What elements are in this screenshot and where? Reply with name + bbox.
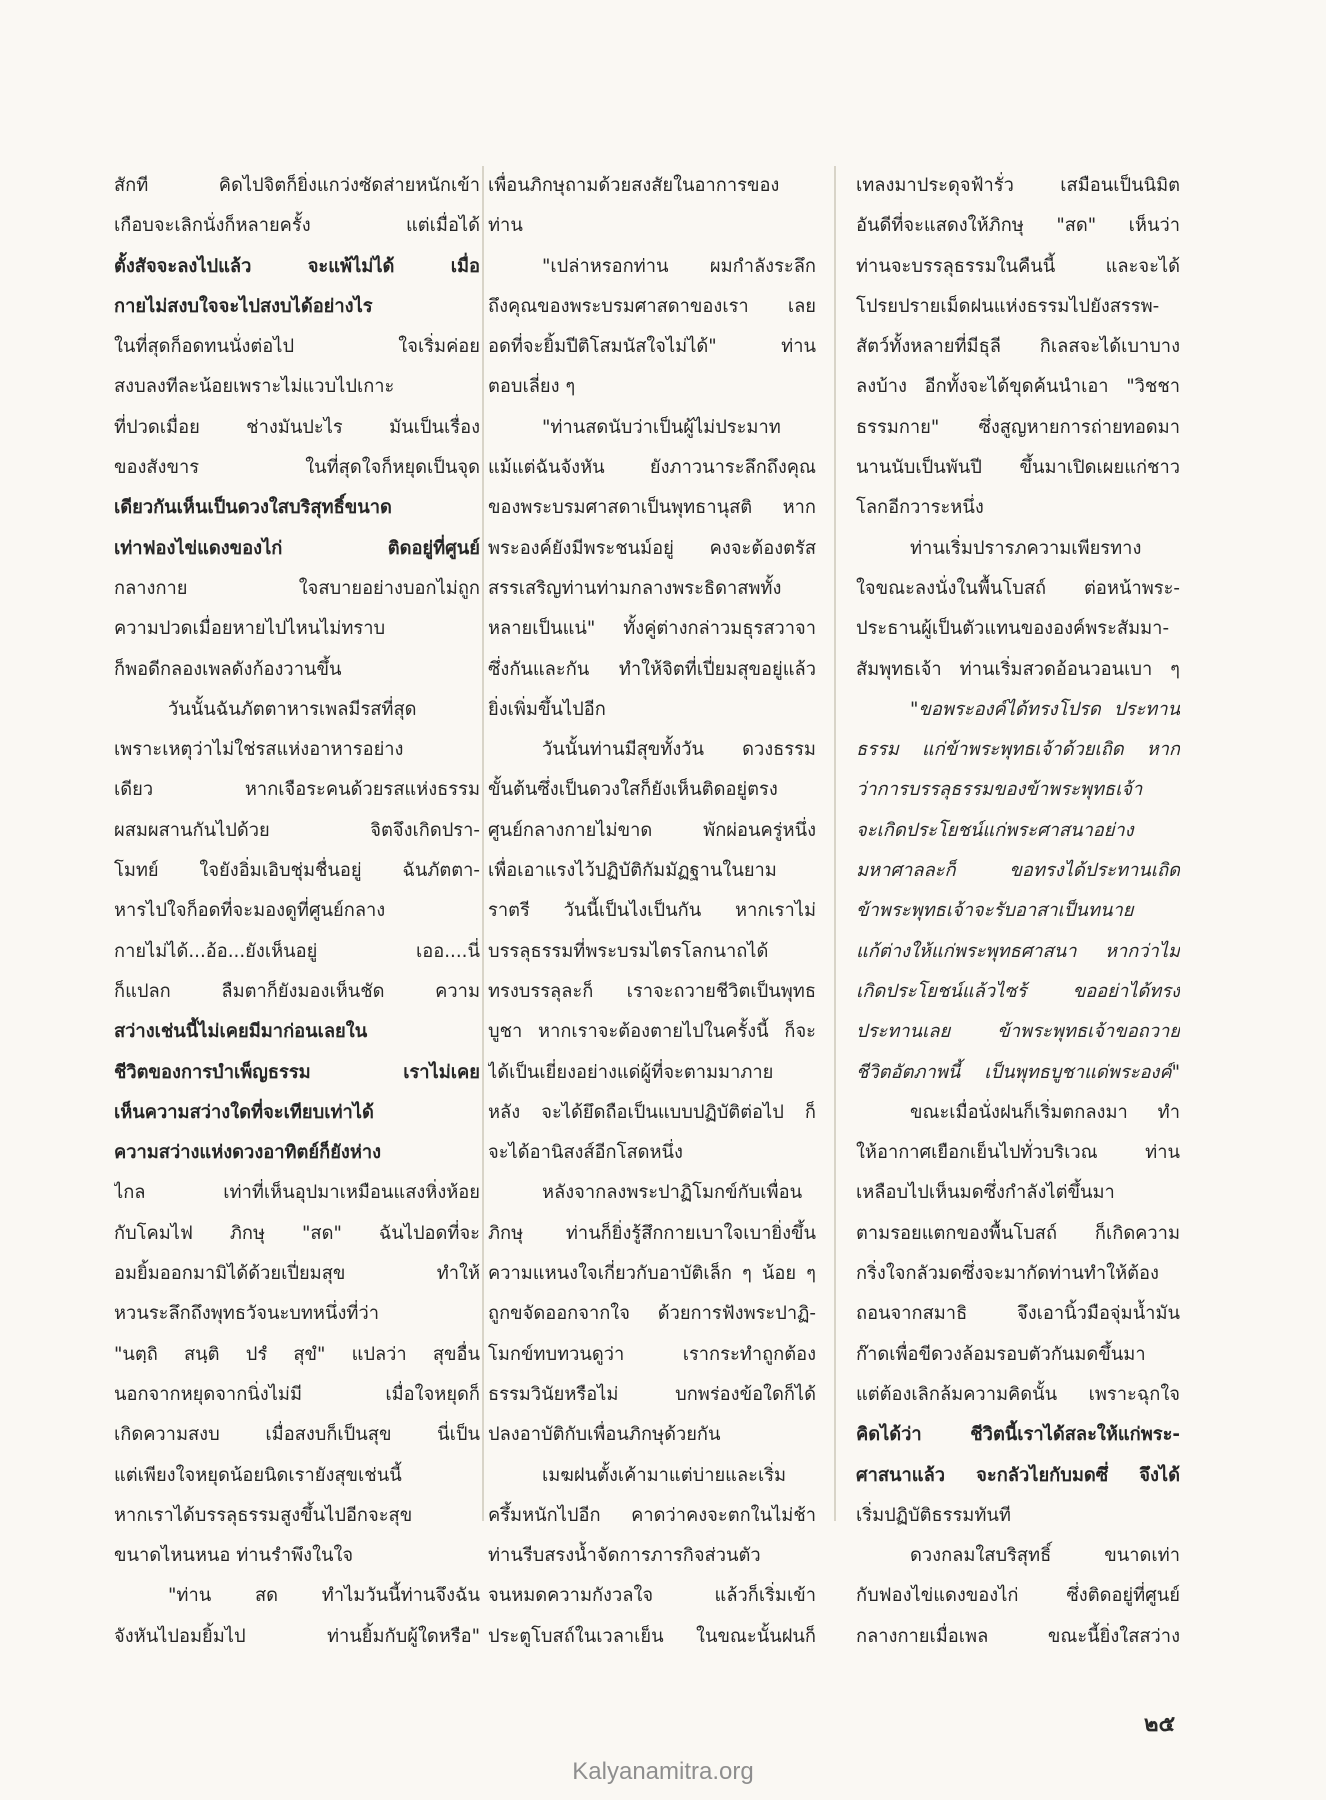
text-line: ใจขณะลงนั่งในพื้นโบสถ์ ต่อหน้าพระ-: [856, 577, 1180, 599]
text-line: วันนั้นท่านมีสุขทั้งวัน ดวงธรรม: [542, 739, 816, 761]
text-line: แก้ต่างให้แก่พระพุทธศาสนา หากว่าไม่: [856, 940, 1180, 962]
text-line: ผสมผสานกันไปด้วย จิตจึงเกิดปรา-: [114, 819, 480, 841]
text-line: ไกล เท่าที่เห็นอุปมาเหมือนแสงหิ่งห้อย: [114, 1182, 480, 1204]
text-line: ถูกขจัดออกจากใจ ด้วยการฟังพระปาฏิ-: [488, 1303, 816, 1325]
text-line: ดวงกลมใสบริสุทธิ์ ขนาดเท่า: [910, 1545, 1180, 1567]
text-line: ทรงบรรลุละก็ เราจะถวายชีวิตเป็นพุทธ: [488, 980, 816, 1002]
text-line: เพราะเหตุว่าไม่ใช่รสแห่งอาหารอย่าง: [114, 739, 404, 761]
text-line: ชีวิตอัตภาพนี้ เป็นพุทธบูชาแด่พระองค์": [856, 1061, 1180, 1083]
text-line: ก๊าดเพื่อขีดวงล้อมรอบตัวกันมดขึ้นมา: [856, 1343, 1146, 1365]
text-line: โมกข์ทบทวนดูว่า เรากระทำถูกต้อง: [488, 1343, 816, 1365]
text-line: โลกอีกวาระหนึ่ง: [856, 497, 984, 519]
text-line: เมฆฝนตั้งเค้ามาแต่บ่ายและเริ่ม: [542, 1464, 787, 1486]
text-line: ราตรี วันนี้เป็นไงเป็นกัน หากเราไม่: [488, 900, 816, 922]
text-line: บูชา หากเราจะต้องตายไปในครั้งนี้ ก็จะ: [488, 1021, 816, 1043]
text-line: นานนับเป็นพันปี ขึ้นมาเปิดเผยแก่ชาว: [856, 457, 1180, 479]
text-line: ประทานเลย ข้าพระพุทธเจ้าขอถวาย: [856, 1021, 1180, 1043]
text-line: ให้อากาศเยือกเย็นไปทั่วบริเวณ ท่าน: [856, 1142, 1180, 1164]
text-line: หารไปใจก็อดที่จะมองดูที่ศูนย์กลาง: [114, 900, 386, 922]
text-line: เทลงมาประดุจฟ้ารั่ว เสมือนเป็นนิมิต: [856, 175, 1180, 196]
text-line: กายไม่สงบใจจะไปสงบได้อย่างไร: [114, 295, 373, 317]
text-line: ปลงอาบัติกับเพื่อนภิกษุด้วยกัน: [488, 1424, 721, 1446]
text-line: สงบลงทีละน้อยเพราะไม่แวบไปเกาะ: [114, 376, 395, 398]
text-line: เริ่มปฏิบัติธรรมทันที: [856, 1504, 1011, 1526]
text-line: กลางกายเมื่อเพล ขณะนี้ยิ่งใสสว่าง: [856, 1625, 1180, 1647]
text-line: แม้แต่ฉันจังหัน ยังภาวนาระลึกถึงคุณ: [488, 457, 816, 479]
text-line: เท่าฟองไข่แดงของไก่ ติดอยู่ที่ศูนย์: [114, 537, 480, 559]
text-line: โมทย์ ใจยังอิ่มเอิบชุ่มชื่นอยู่ ฉันภัตตา-: [114, 860, 480, 882]
text-line: ยิ่งเพิ่มขึ้นไปอีก: [488, 698, 606, 720]
text-line: ก็พอดีกลองเพลดังก้องวานขึ้น: [114, 658, 342, 680]
text-line: ศาสนาแล้ว จะกลัวไยกับมดซึ่ จึงได้: [856, 1464, 1180, 1486]
text-line: นอกจากหยุดจากนิ่งไม่มี เมื่อใจหยุดก็: [114, 1383, 480, 1405]
text-column-right: [856, 166, 1180, 1657]
text-line: ตอบเลี่ยง ๆ: [488, 376, 576, 398]
text-line: ความแหนงใจเกี่ยวกับอาบัติเล็ก ๆ น้อย ๆ: [488, 1263, 816, 1285]
text-line: ศูนย์กลางกายไม่ขาด พักผ่อนครู่หนึ่ง: [488, 819, 816, 841]
text-line: เห็นความสว่างใดที่จะเทียบเท่าได้: [114, 1101, 374, 1123]
text-line: ท่านรีบสรงน้ำจัดการภารกิจส่วนตัว: [488, 1545, 761, 1567]
text-line: จะได้อานิสงส์อีกโสดหนึ่ง: [488, 1142, 683, 1164]
text-line: ของสังขาร ในที่สุดใจก็หยุดเป็นจุด: [114, 457, 480, 479]
text-line: ชีวิตของการบำเพ็ญธรรม เราไม่เคย: [114, 1061, 480, 1083]
text-line: อมยิ้มออกมามิได้ด้วยเปี่ยมสุข ทำให้: [114, 1263, 480, 1285]
text-line: ตามรอยแตกของพื้นโบสถ์ ก็เกิดความ: [856, 1222, 1180, 1244]
text-line: กับฟองไข่แดงของไก่ ซึ่งติดอยู่ที่ศูนย์: [856, 1585, 1180, 1607]
text-line: ภิกษุ ท่านก็ยิ่งรู้สึกกายเบาใจเบายิ่งขึ้น: [488, 1222, 816, 1244]
text-line: หลายเป็นแน่" ทั้งคู่ต่างกล่าวมธุรสวาจา: [488, 618, 816, 640]
text-line: เกือบจะเลิกนั่งก็หลายครั้ง แต่เมื่อได้: [114, 215, 480, 237]
text-line: ธรรมวินัยหรือไม่ บกพร่องข้อใดก็ได้: [488, 1383, 816, 1405]
text-line: ลงบ้าง อีกทั้งจะได้ขุดค้นนำเอา "วิชชา: [856, 376, 1180, 398]
text-line: เกิดความสงบ เมื่อสงบก็เป็นสุข นี่เป็น: [114, 1424, 480, 1446]
text-line: ท่านเริ่มปรารภความเพียรทาง: [910, 537, 1142, 559]
text-line: กริ่งใจกลัวมดซึ่งจะมากัดท่านทำให้ต้อง: [856, 1263, 1159, 1285]
column-gutter: [834, 166, 836, 1521]
text-line: จังหันไปอมยิ้มไป ท่านยิ้มกับผู้ใดหรือ": [114, 1625, 480, 1647]
text-line: ครึ้มหนักไปอีก คาดว่าคงจะตกในไม่ช้า: [488, 1504, 816, 1526]
text-line: กับโคมไฟ ภิกษุ "สด" ฉันไปอดที่จะ: [114, 1222, 480, 1244]
text-line: แต่ต้องเลิกล้มความคิดนั้น เพราะฉุกใจ: [856, 1383, 1180, 1405]
text-line: ถอนจากสมาธิ จึงเอานิ้วมือจุ่มน้ำมัน: [856, 1303, 1180, 1325]
text-line: สักที คิดไปจิตก็ยิ่งแกว่งซัดส่ายหนักเข้า: [114, 175, 480, 196]
text-line: หลัง จะได้ยึดถือเป็นแบบปฏิบัติต่อไป ก็: [488, 1101, 816, 1123]
text-line: พระองค์ยังมีพระชนม์อยู่ คงจะต้องตรัส: [488, 537, 816, 559]
text-line: วันนั้นฉันภัตตาหารเพลมีรสที่สุด: [168, 698, 417, 720]
text-line: หากเราได้บรรลุธรรมสูงขึ้นไปอีกจะสุข: [114, 1504, 413, 1526]
text-line: ตั้งสัจจะลงไปแล้ว จะแพ้ไม่ได้ เมื่อ: [114, 255, 480, 277]
text-line: ขั้นต้นซึ่งเป็นดวงใสก็ยังเห็นติดอยู่ตรง: [488, 779, 778, 801]
text-line: ของพระบรมศาสดาเป็นพุทธานุสติ หาก: [488, 497, 816, 519]
text-line: เกิดประโยชน์แล้วไซร้ ขออย่าได้ทรง: [856, 980, 1180, 1002]
text-line: หลังจากลงพระปาฏิโมกข์กับเพื่อน: [542, 1182, 803, 1204]
text-line: เดียวกันเห็นเป็นดวงใสบริสุทธิ์ขนาด: [114, 497, 392, 519]
text-line: เพื่อเอาแรงไว้ปฏิบัติกัมมัฏฐานในยาม: [488, 860, 777, 882]
text-line: "ท่านสดนับว่าเป็นผู้ไม่ประมาท: [542, 416, 781, 438]
text-line: ธรรมกาย" ซึ่งสูญหายการถ่ายทอดมา: [856, 416, 1180, 438]
text-line: ท่านจะบรรลุธรรมในคืนนี้ และจะได้: [856, 255, 1180, 277]
text-line: หวนระลึกถึงพุทธวัจนะบทหนึ่งที่ว่า: [114, 1303, 379, 1325]
text-line: โปรยปรายเม็ดฝนแห่งธรรมไปยังสรรพ-: [856, 295, 1160, 317]
text-line: เพื่อนภิกษุถามด้วยสงสัยในอาการของ: [488, 175, 780, 196]
text-line: ประตูโบสถ์ในเวลาเย็น ในขณะนั้นฝนก็: [488, 1625, 816, 1647]
text-line: ขณะเมื่อนั่งฝนก็เริ่มตกลงมา ทำ: [910, 1101, 1180, 1123]
text-line: อันดีที่จะแสดงให้ภิกษุ "สด" เห็นว่า: [856, 215, 1180, 237]
text-line: ความปวดเมื่อยหายไปไหนไม่ทราบ: [114, 618, 386, 640]
text-line: ในที่สุดก็อดทนนั่งต่อไป ใจเริ่มค่อย: [114, 336, 480, 358]
text-line: ถึงคุณของพระบรมศาสดาของเรา เลย: [488, 295, 816, 317]
text-line: ซึ่งกันและกัน ทำให้จิตที่เปี่ยมสุขอยู่แล้ว: [488, 658, 816, 680]
text-line: สรรเสริญท่านท่ามกลางพระธิดาสพทั้ง: [488, 577, 782, 599]
text-line: เหลือบไปเห็นมดซึ่งกำลังไต่ขึ้นมา: [856, 1182, 1115, 1204]
text-line: ข้าพระพุทธเจ้าจะรับอาสาเป็นทนาย: [856, 900, 1134, 922]
text-line: สว่างเช่นนี้ไม่เคยมีมาก่อนเลยใน: [114, 1021, 368, 1043]
watermark-text: Kalyanamitra.org: [572, 1758, 754, 1785]
text-column-middle: [488, 166, 816, 1657]
text-line: บรรลุธรรมที่พระบรมไตรโลกนาถได้: [488, 940, 769, 962]
text-line: จนหมดความกังวลใจ แล้วก็เริ่มเข้า: [488, 1585, 816, 1607]
text-line: เดียว หากเจือระคนด้วยรสแห่งธรรม: [114, 779, 480, 801]
text-line: สัตว์ทั้งหลายที่มีธุลี กิเลสจะได้เบาบาง: [856, 336, 1180, 358]
text-line: สัมพุทธเจ้า ท่านเริ่มสวดอ้อนวอนเบา ๆ: [856, 658, 1180, 680]
text-line: อดที่จะยิ้มปีติโสมนัสใจไม่ได้" ท่าน: [488, 336, 816, 358]
page-number: ๒๕: [1144, 1712, 1176, 1737]
text-column-left: [114, 166, 480, 1657]
text-line: ขนาดไหนหนอ ท่านรำพึงในใจ: [114, 1545, 354, 1567]
column-gutter: [482, 166, 484, 1521]
text-line: ท่าน: [488, 215, 523, 237]
text-line: ประธานผู้เป็นตัวแทนขององค์พระสัมมา-: [856, 618, 1170, 640]
text-line: ว่าการบรรลุธรรมของข้าพระพุทธเจ้า: [856, 779, 1143, 801]
text-line: ที่ปวดเมื่อย ช่างมันปะไร มันเป็นเรื่อง: [114, 416, 480, 438]
text-line: "ขอพระองค์ได้ทรงโปรด ประทาน: [910, 698, 1180, 720]
text-line: กายไม่ได้...อ้อ...ยังเห็นอยู่ เออ....นี่: [114, 940, 480, 962]
text-line: ความสว่างแห่งดวงอาทิตย์ก็ยังห่าง: [114, 1142, 382, 1164]
text-line: แต่เพียงใจหยุดน้อยนิดเรายังสุขเช่นนี้: [114, 1464, 402, 1486]
text-line: ได้เป็นเยี่ยงอย่างแด่ผู้ที่จะตามมาภาย: [488, 1061, 774, 1083]
text-line: คิดได้ว่า ชีวิตนี้เราได้สละให้แก่พระ-: [856, 1424, 1180, 1446]
text-line: "เปล่าหรอกท่าน ผมกำลังระลึก: [542, 255, 816, 277]
text-line: มหาศาลละก็ ขอทรงได้ประทานเถิด: [856, 860, 1180, 882]
text-line: "นตฺถิ สนฺติ ปรํ สุขํ" แปลว่า สุขอื่น: [114, 1343, 480, 1365]
text-line: ธรรม แก่ข้าพระพุทธเจ้าด้วยเถิด หาก: [856, 739, 1180, 761]
text-line: จะเกิดประโยชน์แก่พระศาสนาอย่าง: [856, 819, 1134, 841]
text-line: กลางกาย ใจสบายอย่างบอกไม่ถูก: [114, 577, 480, 599]
text-line: ก็แปลก ลืมตาก็ยังมองเห็นชัด ความ: [114, 980, 480, 1002]
text-line: "ท่าน สด ทำไมวันนี้ท่านจึงฉัน: [168, 1585, 480, 1607]
